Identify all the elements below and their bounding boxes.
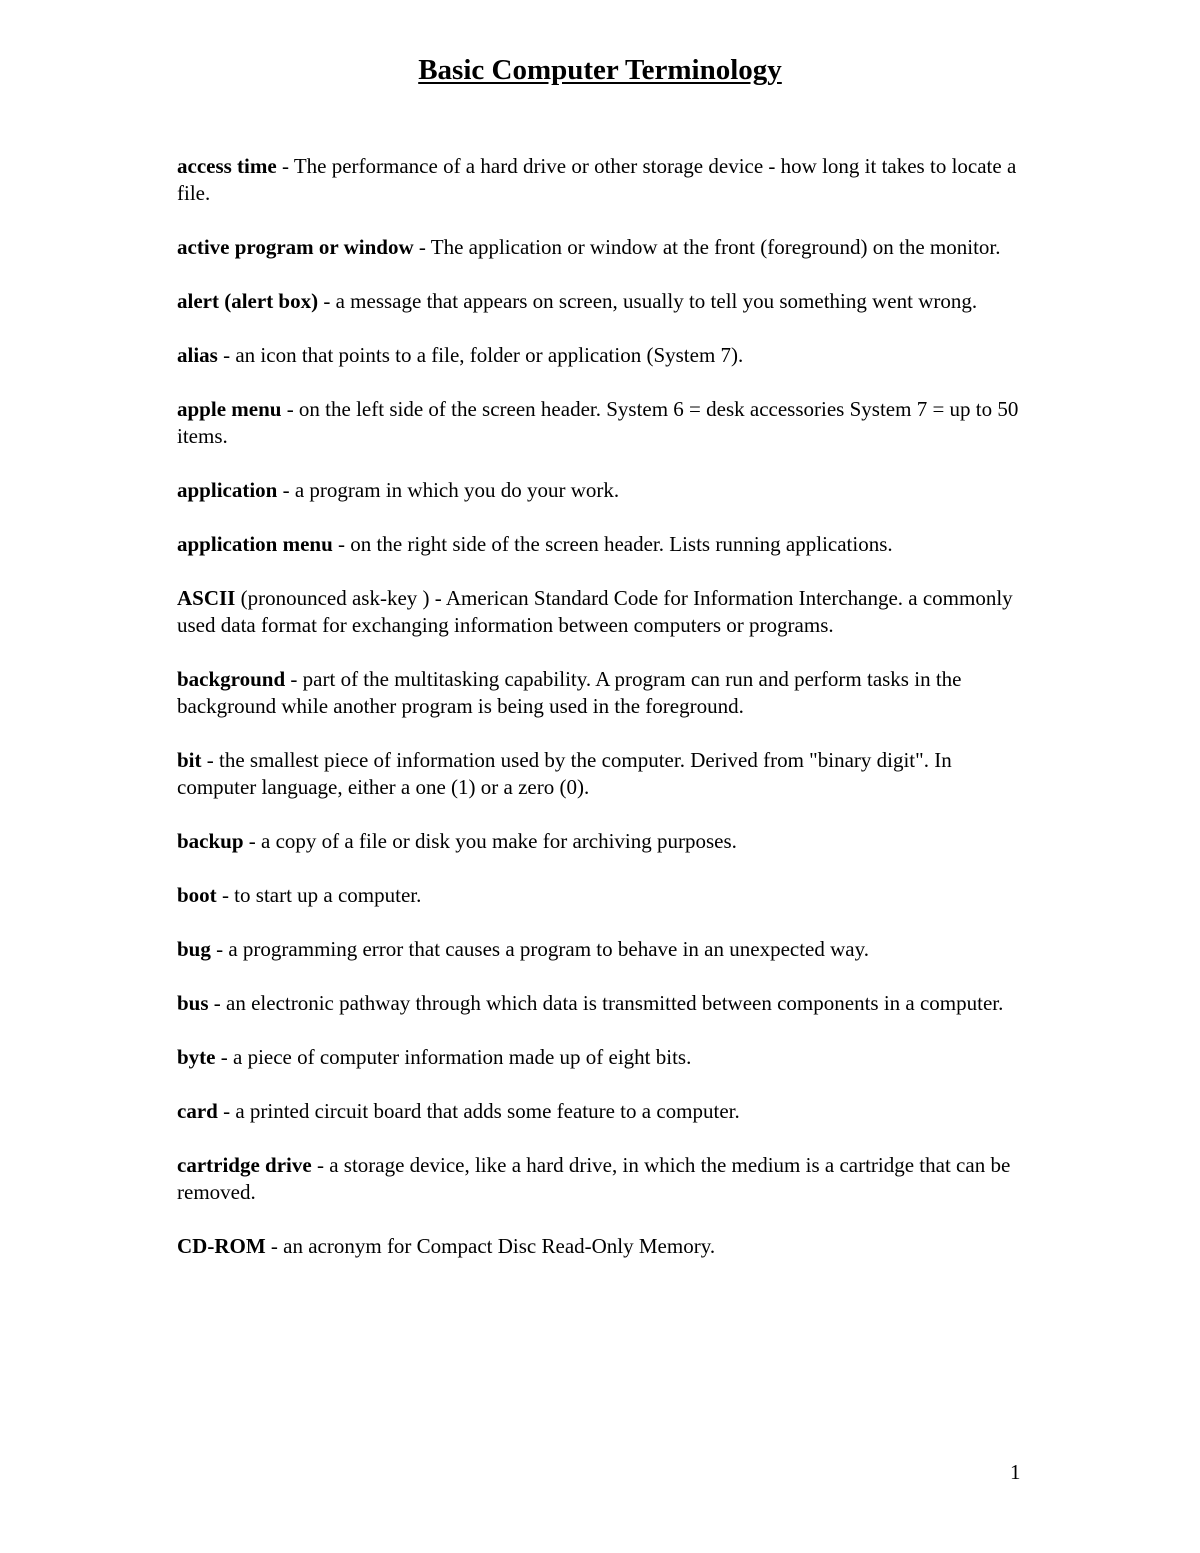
glossary-term: byte [177, 1045, 216, 1069]
glossary-entry [177, 1098, 1027, 1125]
glossary-entry [177, 1233, 1027, 1260]
glossary-definition: - a printed circuit board that adds some feature to a computer. [217, 1099, 740, 1123]
glossary-definition: - an icon that points to a file, folder or application (System 7). [217, 343, 744, 367]
glossary-term: active program or window [177, 235, 414, 259]
glossary-term: bug [177, 937, 211, 961]
glossary-entry [177, 477, 1027, 504]
glossary-definition: - an electronic pathway through which data is transmitted between components in a computer. [208, 991, 1004, 1015]
glossary-definition: - on the left side of the screen header. System 6 = desk accessories System 7 = up to 50 items. [177, 397, 1019, 448]
glossary-definition: - The application or window at the front (foreground) on the monitor. [413, 235, 1001, 259]
glossary-entry [177, 153, 1027, 207]
glossary-definition: - on the right side of the screen header. Lists running applications. [332, 532, 893, 556]
glossary-term: background [177, 667, 286, 691]
glossary-definition: - the smallest piece of information used by the computer. Derived from "binary digit". In computer language, either a one (1) or a zero (0). [177, 748, 952, 799]
page-number: 1 [1010, 1460, 1021, 1484]
glossary-term: alias [177, 343, 218, 367]
glossary-entry [177, 396, 1027, 450]
glossary-term: ASCII [177, 586, 236, 610]
glossary-term: boot [177, 883, 217, 907]
glossary-entry [177, 936, 1027, 963]
glossary-entry [177, 747, 1027, 801]
glossary-term: access time [177, 154, 277, 178]
glossary-entry [177, 990, 1027, 1017]
glossary-definition: - a programming error that causes a program to behave in an unexpected way. [210, 937, 869, 961]
glossary-term: backup [177, 829, 244, 853]
glossary-definition: - The performance of a hard drive or other storage device - how long it takes to locate a file. [177, 154, 1017, 205]
glossary-term: alert (alert box) [177, 289, 319, 313]
glossary-definition: - a program in which you do your work. [277, 478, 620, 502]
glossary-entry [177, 342, 1027, 369]
glossary-entry [177, 666, 1027, 720]
glossary-definition: - a storage device, like a hard drive, in which the medium is a cartridge that can be removed. [177, 1153, 1011, 1204]
glossary-entry [177, 1044, 1027, 1071]
glossary-entry [177, 288, 1027, 315]
glossary-entry [177, 585, 1027, 639]
glossary-definition: (pronounced ask-key ) - American Standard Code for Information Interchange. a commonly used data format for exchanging information between computers or programs. [177, 586, 1013, 637]
glossary-definition: - a copy of a file or disk you make for archiving purposes. [243, 829, 737, 853]
glossary-term: CD-ROM [177, 1234, 266, 1258]
glossary-term: cartridge drive [177, 1153, 312, 1177]
glossary-definition: - a message that appears on screen, usually to tell you something went wrong. [318, 289, 978, 313]
glossary-list [177, 153, 1027, 1287]
glossary-entry [177, 882, 1027, 909]
glossary-definition: - to start up a computer. [216, 883, 422, 907]
glossary-entry [177, 1152, 1027, 1206]
glossary-term: application [177, 478, 278, 502]
glossary-definition: - part of the multitasking capability. A program can run and perform tasks in the background while another program is being used in the foreground. [177, 667, 962, 718]
glossary-term: application menu [177, 532, 333, 556]
glossary-term: bit [177, 748, 202, 772]
glossary-term: bus [177, 991, 209, 1015]
glossary-term: apple menu [177, 397, 282, 421]
glossary-definition: - a piece of computer information made up of eight bits. [215, 1045, 692, 1069]
glossary-definition: - an acronym for Compact Disc Read-Only Memory. [265, 1234, 716, 1258]
glossary-entry [177, 531, 1027, 558]
glossary-entry [177, 234, 1027, 261]
glossary-entry [177, 828, 1027, 855]
page-title: Basic Computer Terminology [418, 54, 782, 86]
glossary-term: card [177, 1099, 218, 1123]
